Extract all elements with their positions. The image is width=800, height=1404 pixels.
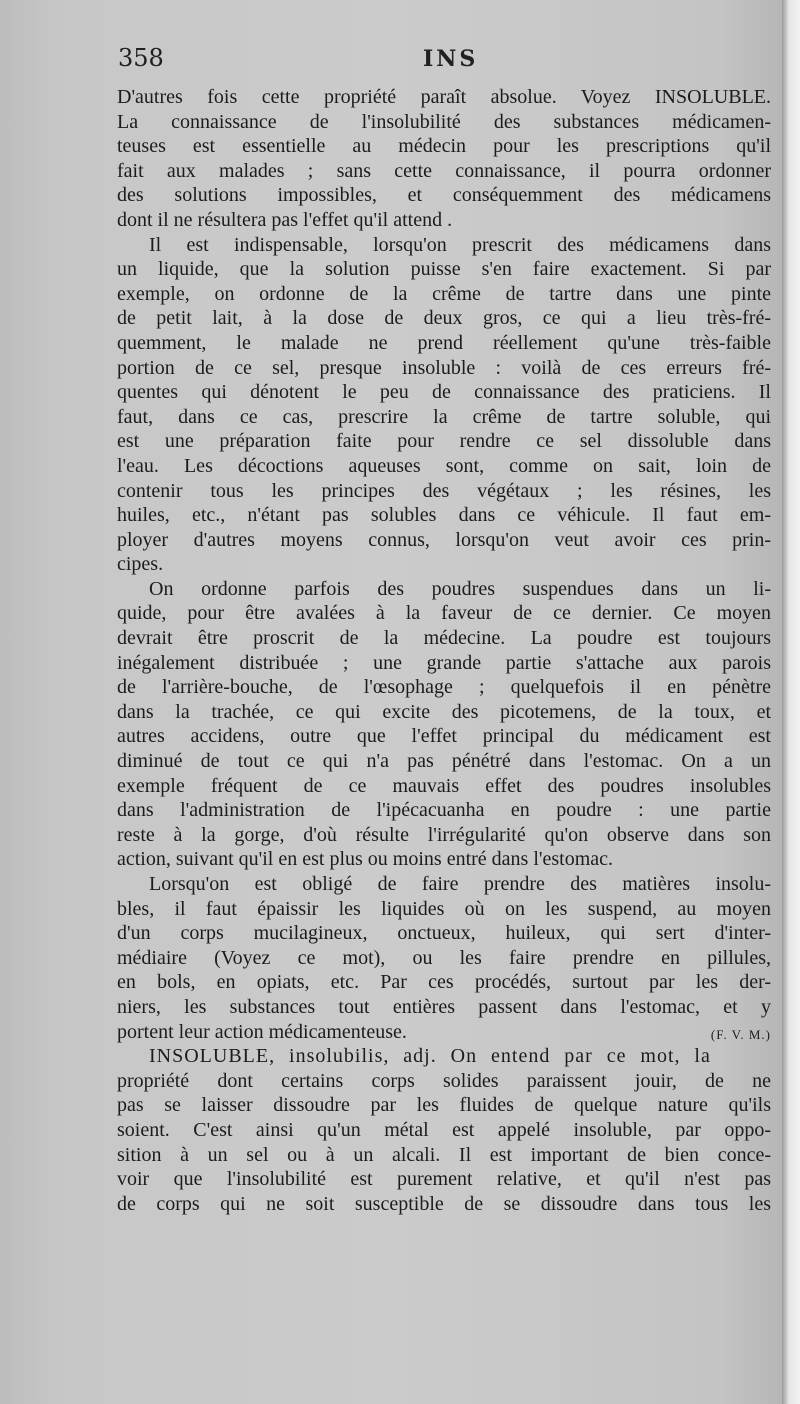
text-line: diminué de tout ce qui n'a pas pénétré dans l'estomac. On a un [117, 750, 771, 773]
author-signature: (F. V. M.) [710, 1026, 771, 1042]
text-line: D'autres fois cette propriété paraît absolue. Voyez INSOLUBLE. [117, 86, 771, 108]
text-line: de l'arrière-bouche, de l'œsophage ; quelquefois il en pénètre [117, 676, 771, 699]
text-line: huiles, etc., n'étant pas solubles dans ce véhicule. Il faut em- [117, 504, 771, 527]
page-number: 358 [118, 44, 164, 72]
text-line: faut, dans ce cas, prescrire la crême de tartre soluble, qui [117, 405, 771, 428]
text-line: Lorsqu'on est obligé de faire prendre des matières insolu- [149, 873, 771, 895]
text-line: inégalement distribuée ; une grande partie s'attache aux parois [117, 651, 771, 674]
text-line: exemple, on ordonne de la crême de tartre dans une pinte [117, 282, 771, 305]
text-line: teuses est essentielle au médecin pour les prescriptions qu'il [117, 135, 771, 158]
text-line: dans l'administration de l'ipécacuanha en poudre : une partie [117, 799, 771, 822]
text-line: reste à la gorge, d'où résulte l'irrégularité qu'on observe dans son [117, 823, 771, 846]
text-line: sition à un sel ou à un alcali. Il est important de bien conce- [117, 1143, 771, 1166]
text-line: bles, il faut épaissir les liquides où on les suspend, au moyen [117, 897, 771, 920]
text-line: de petit lait, à la dose de deux gros, ce qui a lieu très-fré- [117, 307, 771, 330]
text-line: de corps qui ne soit susceptible de se dissoudre dans tous les [117, 1192, 771, 1215]
text-line: propriété dont certains corps solides paraissent jouir, de ne [117, 1069, 771, 1092]
signed-line: portent leur action médicamenteuse. [117, 1020, 407, 1043]
entry-headword-line: INSOLUBLE, insolubilis, adj. On entend par ce mot, la [149, 1045, 711, 1068]
text-line [117, 1020, 771, 1045]
page-header [118, 44, 772, 80]
text-line: Il est indispensable, lorsqu'on prescrit des médicamens dans [149, 233, 771, 256]
text-line: devrait être proscrit de la médecine. La poudre est toujours [117, 627, 771, 650]
text-line: soient. C'est ainsi qu'un métal est appelé insoluble, par oppo- [117, 1118, 771, 1141]
text-line: quide, pour être avalées à la faveur de ce dernier. Ce moyen [117, 602, 771, 625]
text-line: On ordonne parfois des poudres suspendues dans un li- [149, 577, 771, 600]
text-line: pas se laisser dissoudre par les fluides de quelque nature qu'ils [117, 1094, 771, 1117]
text-line: est une préparation faite pour rendre ce sel dissoluble dans [117, 430, 771, 453]
text-line: fait aux malades ; sans cette connaissance, il pourra ordonner [117, 159, 771, 182]
text-line: l'eau. Les décoctions aqueuses sont, comme on sait, loin de [117, 454, 771, 477]
text-line: d'un corps mucilagineux, onctueux, huileux, qui sert d'inter- [117, 922, 771, 945]
text-line: contenir tous les principes des végétaux ; les résines, les [117, 479, 771, 502]
text-line: ployer d'autres moyens connus, lorsqu'on veut avoir ces prin- [117, 528, 771, 551]
text-line: des solutions impossibles, et conséquemment des médicamens [117, 184, 771, 207]
text-line: action, suivant qu'il en est plus ou moins entré dans l'estomac. [117, 848, 614, 871]
text-line: cipes. [117, 553, 164, 576]
body-text [117, 85, 771, 1216]
text-line: exemple fréquent de ce mauvais effet des poudres insolubles [117, 774, 771, 797]
text-line: en bols, en opiats, etc. Par ces procédés, surtout par les der- [117, 971, 771, 994]
text-line: médiaire (Voyez ce mot), ou les faire prendre en pillules, [117, 946, 771, 969]
text-line: quemment, le malade ne prend réellement qu'une très-faible [117, 331, 771, 354]
running-head: INS [423, 46, 479, 72]
text-line: La connaissance de l'insolubilité des substances médicamen- [117, 110, 771, 133]
text-line: dont il ne résultera pas l'effet qu'il attend . [117, 208, 453, 231]
text-line: niers, les substances tout entières passent dans l'estomac, et y [117, 995, 771, 1018]
page-edge-shadow [782, 0, 800, 1404]
text-line: autres accidens, outre que l'effet principal du médicament est [117, 725, 771, 748]
text-line: voir que l'insolubilité est purement relative, et qu'il n'est pas [117, 1168, 771, 1191]
text-line: quentes qui dénotent le peu de connaissance des praticiens. Il [117, 381, 771, 404]
text-line: un liquide, que la solution puisse s'en faire exactement. Si par [117, 258, 771, 281]
text-line: dans la trachée, ce qui excite des picotemens, de la toux, et [117, 700, 771, 723]
text-line: portion de ce sel, presque insoluble : voilà de ces erreurs fré- [117, 356, 771, 379]
